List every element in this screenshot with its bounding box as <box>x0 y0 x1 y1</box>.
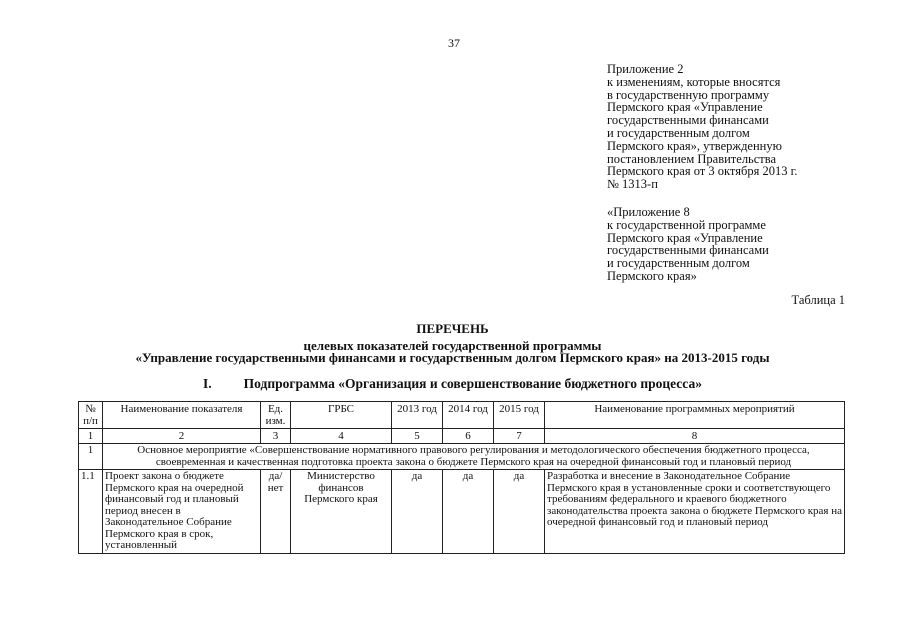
measures-cell: Разработка и внесение в Законодательное Собрание Пермского края в установленные сроки и соответствующего требованиям федерального и краевого бюджетного законодательства проекта закона о бюджете Пермского края на очередной финансовый год и плановый период <box>545 470 845 554</box>
appendix-line: в государственную программу <box>607 87 770 102</box>
row-number: 1.1 <box>79 470 103 554</box>
header-grbs: ГРБС <box>291 402 392 429</box>
header-2014: 2014 год <box>443 402 494 429</box>
page-number: 37 <box>448 36 460 50</box>
appendix-2-header <box>607 63 797 191</box>
indicators-table <box>78 401 845 554</box>
column-number: 6 <box>443 429 494 444</box>
appendix-line: Пермского края от 3 октября 2013 г. <box>607 164 798 179</box>
appendix-line: постановлением Правительства <box>607 151 777 166</box>
header-num: № п/п <box>79 402 103 429</box>
appendix-line: «Приложение 8 <box>607 205 690 219</box>
column-number: 1 <box>79 429 103 444</box>
value-2014: да <box>443 470 494 554</box>
program-name: «Управление государственными финансами и государственным долгом Пермского края» на 2013-2015 годы <box>135 350 770 365</box>
main-event-row <box>79 444 845 470</box>
appendix-line: Пермского края «Управление <box>607 230 763 245</box>
document-subtitle: целевых показателей государственной программы <box>303 338 602 353</box>
appendix-line: государственными финансами <box>607 243 769 258</box>
header-2013: 2013 год <box>392 402 443 429</box>
column-number: 5 <box>392 429 443 444</box>
appendix-line: Приложение 2 <box>607 62 684 76</box>
section-number: I. <box>203 376 212 391</box>
column-number: 2 <box>103 429 261 444</box>
grbs-cell: Министерство финансов Пермского края <box>291 470 392 554</box>
column-number: 8 <box>545 429 845 444</box>
appendix-line: к государственной программе <box>607 217 766 232</box>
column-number: 7 <box>494 429 545 444</box>
event-text: Основное мероприятие «Совершенствование нормативного правового регулирования и методологического обеспечения бюджетного процесса, своевременная и качественная подготовка проекта закона о бюджете Пермского края на очередной финансовый год и плановый период <box>103 444 845 470</box>
column-number-row <box>79 429 845 444</box>
appendix-line: и государственным долгом <box>607 125 750 140</box>
section-heading <box>0 376 905 392</box>
table-label: Таблица 1 <box>791 293 845 307</box>
appendix-line: Пермского края», утвержденную <box>607 138 782 153</box>
header-measures: Наименование программных мероприятий <box>545 402 845 429</box>
header-2015: 2015 год <box>494 402 545 429</box>
column-number: 4 <box>291 429 392 444</box>
section-name: Подпрограмма «Организация и совершенствование бюджетного процесса» <box>243 376 702 391</box>
appendix-line: государственными финансами <box>607 113 769 128</box>
appendix-line: Пермского края» <box>607 268 697 283</box>
table-header-row <box>79 402 845 429</box>
appendix-line: к изменениям, которые вносятся <box>607 74 781 89</box>
header-unit: Ед. изм. <box>261 402 291 429</box>
table-row <box>79 470 845 554</box>
event-number: 1 <box>79 444 103 470</box>
appendix-8-header <box>607 206 769 283</box>
column-number: 3 <box>261 429 291 444</box>
indicator-name: Проект закона о бюджете Пермского края на очередной финансовый год и плановый период внесен в Законодательное Собрание Пермского края в срок, установленный <box>103 470 261 554</box>
appendix-line: № 1313-п <box>607 177 658 192</box>
header-indicator: Наименование показателя <box>103 402 261 429</box>
appendix-line: и государственным долгом <box>607 256 750 271</box>
appendix-line: Пермского края «Управление <box>607 100 763 115</box>
unit-cell: да/ нет <box>261 470 291 554</box>
document-title: ПЕРЕЧЕНЬ <box>416 321 489 336</box>
value-2015: да <box>494 470 545 554</box>
value-2013: да <box>392 470 443 554</box>
